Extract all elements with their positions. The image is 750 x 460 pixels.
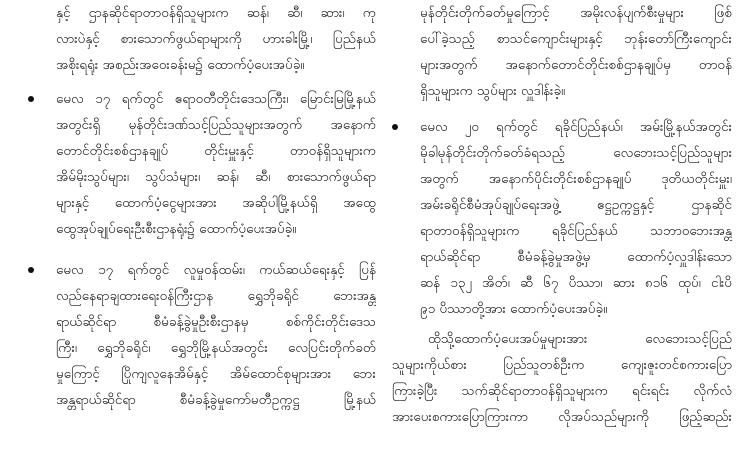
text-line: အမ်းခရိုင်စီမံအုပ်ချုပ်ရေးအဖွဲ့ ဧဋ္ဌဥက္ကဋ္ဌနှင့် ဌာနဆိုင်: [420, 197, 732, 213]
bullet-item-text: [56, 257, 376, 413]
text-line: မိုခါမုန်တိုင်းတိုက်ခတ်ခံရသည့် လေဘေးသင့်ပြည်သူများ: [420, 145, 732, 161]
text-line: ရှိသူများက သွပ်များ လှူဒါန်းခဲ့။: [420, 83, 566, 99]
bullet-item: [28, 86, 376, 242]
bullet-item: [28, 257, 376, 413]
text-line: ထိုသို့ထောက်ပံ့ပေးအပ်မှုများအား လေဘေးသင့်ပြည်: [428, 331, 732, 347]
bullet-point: [28, 96, 34, 102]
bullet-point: [28, 267, 34, 273]
text-line: များနှင့် ထောက်ပံ့ငွေများအား အဆိုပါမြို့နယ်ရှိ အထွေ: [56, 195, 376, 211]
text-line: ရာယ်ဆိုင်ရာ စီမံခန့်ခွဲမှုအဖွဲ့မှ ထောက်ပံ့လှူဒါန်းသော: [420, 249, 732, 265]
bullet-item-text: [56, 86, 376, 242]
bullet-point: [392, 124, 398, 130]
text-line: ရာတာဝန်ရှိသူများက ရခိုင်ပြည်နယ် သဘာဝဘေးအန္တ: [420, 223, 732, 239]
text-line: အားပေးစကားပြောကြားကာ လိုအပ်သည်များကို ဖြည့်ဆည်း: [392, 409, 732, 425]
text-line: မေလ ၁၇ ရက်တွင် လူမှုဝန်ထမ်း၊ ကယ်ဆယ်ရေးနှင့် ပြန်: [56, 262, 376, 278]
text-line: လားပဲနှင့် စားသောက်ဖွယ်ရာများကို ဟားခါးမြို့၊ ပြည်နယ်: [56, 31, 376, 47]
text-line: ပေါ်ခဲ့သည့် စာသင်ကျောင်းများနှင့် ဘုန်းတော်ကြီးကျောင်း: [420, 31, 732, 47]
text-line: အတွင်းရှိ မုန်တိုင်းဒဏ်သင့်ပြည်သူများအတွက် အနောက်: [56, 117, 376, 133]
text-line: မှုကြောင့် ပြိုကျလူနေအိမ်နှင့် အိမ်ထောင်စုများအား ဘေး: [56, 366, 376, 382]
closing-paragraph: [392, 326, 732, 430]
right-column: [392, 0, 732, 430]
left-column: [28, 0, 376, 413]
text-line: ကြီး၊ ရွှေဘိုခရိုင်၊ ရွှေဘိုမြို့နယ်အတွင်း လေပြင်းတိုက်ခတ်: [56, 340, 376, 356]
text-line: မေလ ၂၀ ရက်တွင် ရခိုင်ပြည်နယ်၊ အမ်းမြို့နယ်အတွင်း: [420, 119, 732, 135]
text-line: ရာယ်ဆိုင်ရာ စီမံခန့်ခွဲမှုဦးစီးဌာနမှ စစ်ကိုင်းတိုင်းဒေသ: [56, 314, 376, 330]
text-line: ဆန် ၁၃၂ အိတ်၊ ဆီ ၆၇ ပိဿာ၊ ဆား ၈၁၆ ထုပ်၊ ငါးပိ: [420, 275, 732, 291]
bullet-item: [392, 114, 732, 322]
text-line: အတွက် အနောက်ပိုင်းတိုင်းစစ်ဌာနချုပ် ဒုတိယတိုင်းမှူး၊: [420, 171, 732, 187]
text-line: တောင်တိုင်းစစ်ဌာနချုပ် တိုင်းမှူးနှင့် တာဝန်ရှိသူများက: [56, 143, 376, 159]
text-line: အိမ်မိုးသွပ်များ၊ သွပ်သံများ၊ ဆန်၊ ဆီ၊ စားသောက်ဖွယ်ရာ: [56, 169, 376, 185]
text-line: များအတွက် အနောက်တောင်တိုင်းစစ်ဌာနချုပ်မှ တာဝန်: [420, 57, 732, 73]
text-line: အစိုးရရုံး အစည်းအဝေးခန်းမ၌ ထောက်ပံ့ပေးအပ်ခဲ့။: [56, 57, 305, 73]
text-line: ကြားခဲ့ပြီး သက်ဆိုင်ရာတာဝန်ရှိသူများက ရင်းရင်း လိုက်လံ: [392, 383, 732, 399]
text-line: သူများကိုယ်စား ပြည်သူတစ်ဦးက ကျေးဇူးတင်စကားပြော: [392, 357, 732, 373]
text-line: မေလ ၁၇ ရက်တွင် ဧရာဝတီတိုင်းဒေသကြီး၊ မြောင်းမြမြို့နယ်: [56, 91, 376, 107]
text-line: ၉၁ ပိဿာတို့အား ထောက်ပံ့ပေးအပ်ခဲ့။: [420, 301, 608, 317]
text-line: နှင့် ဌာနဆိုင်ရာတာဝန်ရှိသူများက ဆန်၊ ဆီ၊ ဆား၊ ကု: [56, 5, 376, 21]
right-continuation-paragraph: [420, 0, 732, 104]
text-line: ထွေအုပ်ချုပ်ရေးဦးစီးဌာနရုံး၌ ထောက်ပံ့ပေးအပ်ခဲ့။: [56, 221, 297, 237]
left-continuation-paragraph: [56, 0, 376, 78]
bullet-item-text: [420, 114, 732, 322]
text-line: လည်နေရာချထားရေးဝန်ကြီးဌာန ရွှေဘိုခရိုင် ဘေးအန္တ: [56, 288, 376, 304]
text-line: မုန်တိုင်းတိုက်ခတ်မှုကြောင့် အမိုးလန်ပျက်စီးမှုများ ဖြစ်: [420, 5, 732, 21]
text-line: အန္တရာယ်ဆိုင်ရာ စီမံခန့်ခွဲမှုကော်မတီဥက္ကဋ္ဌ မြို့နယ်: [56, 392, 376, 408]
